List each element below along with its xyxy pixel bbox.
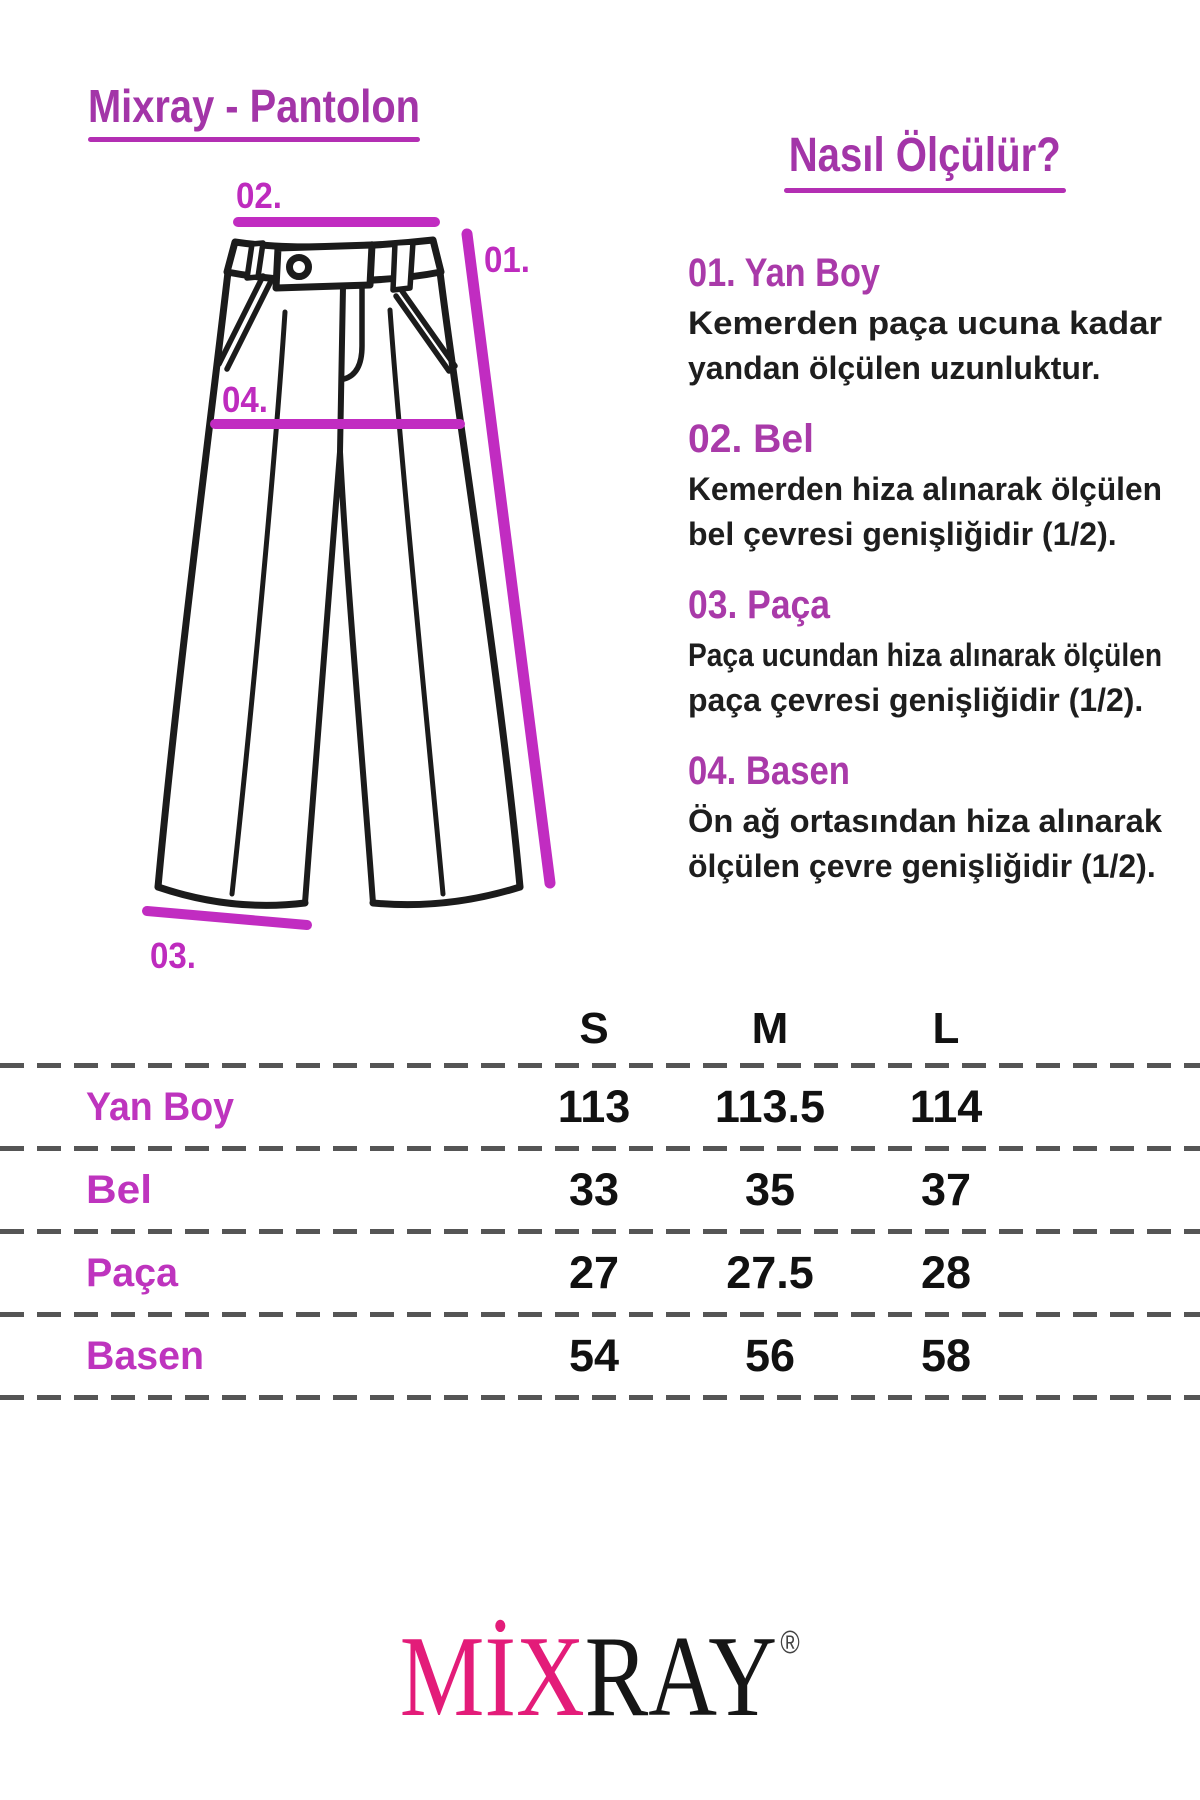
- guide-item-text-line: Kemerden hiza alınarak ölçülen: [688, 471, 1162, 507]
- measure-guide-title: Nasıl Ölçülür?: [788, 129, 1062, 182]
- cell-value: 27.5: [726, 1247, 814, 1298]
- title-underline: [88, 137, 420, 142]
- cell-value: 113: [557, 1081, 631, 1132]
- measure-label-04: 04.: [222, 379, 268, 420]
- guide-item-paca: [688, 581, 1162, 723]
- cell-value: 28: [920, 1247, 972, 1298]
- crease-right: [390, 310, 443, 894]
- cell-value: 37: [920, 1164, 972, 1215]
- guide-item-text-line: Paça ucundan hiza alınarak ölçülen: [688, 637, 1163, 673]
- guide-item-text-line: Ön ağ ortasından hiza alınarak: [688, 803, 1163, 839]
- row-label: Basen: [86, 1333, 204, 1378]
- page-title: Mixray - Pantolon: [88, 80, 421, 132]
- measure-label-03: 03.: [150, 935, 196, 976]
- guide-item-text-line: paça çevresi genişliğidir (1/2).: [688, 682, 1144, 718]
- row-label: Paça: [86, 1250, 179, 1295]
- cell-value: 27: [568, 1247, 620, 1298]
- measure-guide-underline: [784, 188, 1066, 193]
- fly-line: [344, 286, 362, 379]
- measure-label-02: 02.: [236, 175, 282, 216]
- button-icon: [290, 258, 309, 277]
- measure-guide: [688, 130, 1162, 913]
- guide-item-text-line: ölçülen çevre genişliğidir (1/2).: [688, 848, 1156, 884]
- cell-value: 113.5: [714, 1081, 826, 1132]
- row-label: Bel: [86, 1167, 152, 1212]
- pants-measurement-diagram: [80, 150, 600, 990]
- measure-line-03-paca: [147, 911, 307, 925]
- guide-item-heading: 01. Yan Boy: [688, 251, 880, 295]
- brand-logo-inner: [399, 1584, 800, 1741]
- size-column-m: M: [751, 1004, 789, 1053]
- cell-value: 54: [568, 1330, 620, 1381]
- table-row-bel: [0, 1151, 1200, 1229]
- guide-item-text-line: yandan ölçülen uzunluktur.: [688, 350, 1101, 386]
- row-label: Yan Boy: [86, 1084, 234, 1129]
- size-table: [0, 995, 1200, 1400]
- table-row-paca: [0, 1234, 1200, 1312]
- pants-drawing: [80, 150, 600, 990]
- belt-loop-right: [393, 242, 413, 290]
- cell-value: 56: [744, 1330, 796, 1381]
- guide-item-bel: [688, 415, 1162, 557]
- guide-item-text-line: Kemerden paça ucuna kadar: [688, 305, 1162, 341]
- brand-logo-ray: RAY: [585, 1613, 778, 1741]
- cell-value: 33: [568, 1164, 620, 1215]
- cell-value: 35: [744, 1164, 796, 1215]
- guide-item-heading: 02. Bel: [688, 417, 815, 461]
- table-row-basen: [0, 1317, 1200, 1395]
- belt-loop-left: [247, 243, 263, 278]
- size-column-s: S: [579, 1004, 609, 1053]
- measure-label-01: 01.: [484, 239, 530, 280]
- page-title-block: [88, 80, 471, 142]
- table-row-yan-boy: [0, 1068, 1200, 1146]
- registered-trademark-icon: ®: [780, 1624, 800, 1660]
- size-table-header-row: [0, 995, 1200, 1063]
- guide-item-yan-boy: [688, 249, 1162, 391]
- brand-logo-mix: MİX: [399, 1613, 586, 1741]
- cell-value: 114: [909, 1081, 983, 1132]
- inner-seam-right: [340, 452, 373, 903]
- guide-item-heading: 04. Basen: [688, 749, 850, 793]
- brand-logo: [0, 1584, 1200, 1741]
- guide-item-text-line: bel çevresi genişliğidir (1/2).: [688, 516, 1117, 552]
- size-column-l: L: [932, 1004, 960, 1053]
- cell-value: 58: [920, 1330, 972, 1381]
- guide-item-heading: 03. Paça: [688, 583, 830, 627]
- table-divider: [0, 1395, 1200, 1400]
- hem-right: [373, 887, 520, 905]
- measure-guide-items: [688, 249, 1162, 889]
- guide-item-basen: [688, 747, 1162, 889]
- inner-seam-left: [305, 452, 340, 903]
